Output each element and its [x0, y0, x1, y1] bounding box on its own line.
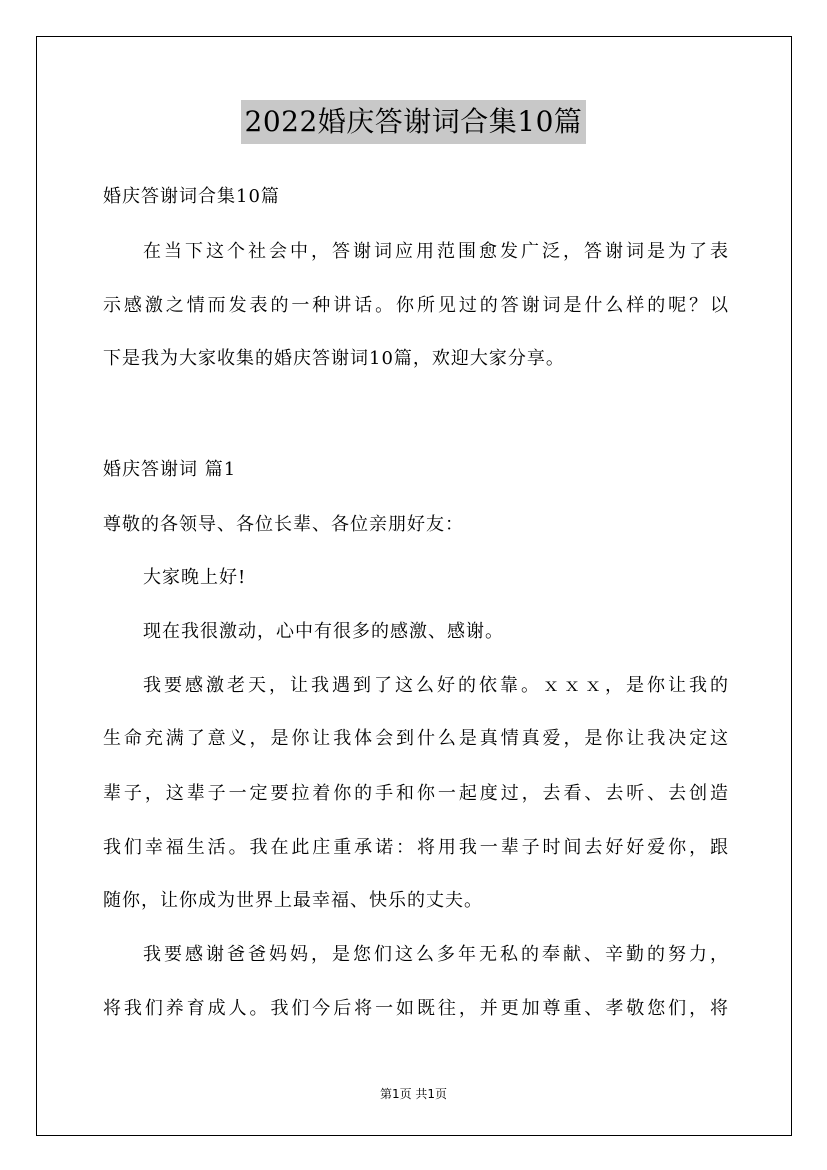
- para-heaven-line-2: 生命充满了意义，是你让我体会到什么是真情真爱，是你让我决定这: [103, 728, 729, 749]
- intro-line-1: 在当下这个社会中，答谢词应用范围愈发广泛，答谢词是为了表: [143, 241, 729, 262]
- document-title: [0, 100, 827, 144]
- page-footer: 第1页 共1页: [379, 1087, 448, 1101]
- para-heaven-line-5: 随你，让你成为世界上最幸福、快乐的丈夫。: [103, 890, 483, 911]
- title-text: 2022婚庆答谢词合集10篇: [241, 100, 587, 144]
- para-parents-line-1: 我要感谢爸爸妈妈，是您们这么多年无私的奉献、辛勤的努力，: [143, 944, 729, 965]
- para-heaven-line-4: 我们幸福生活。我在此庄重承诺：将用我一辈子时间去好好爱你，跟: [103, 837, 729, 858]
- line-excited: 现在我很激动，心中有很多的感激、感谢。: [143, 621, 504, 642]
- subtitle: 婚庆答谢词合集10篇: [103, 186, 280, 207]
- section-heading: 婚庆答谢词 篇1: [103, 459, 237, 480]
- para-parents-line-2: 将我们养育成人。我们今后将一如既往，并更加尊重、孝敬您们，将: [103, 998, 729, 1019]
- intro-line-2: 示感激之情而发表的一种讲话。你所见过的答谢词是什么样的呢？以: [103, 295, 729, 316]
- greeting: 大家晚上好!: [143, 567, 247, 588]
- salutation: 尊敬的各领导、各位长辈、各位亲朋好友：: [103, 514, 464, 535]
- para-heaven-line-3: 辈子，这辈子一定要拉着你的手和你一起度过，去看、去听、去创造: [103, 783, 729, 804]
- intro-line-3: 下是我为大家收集的婚庆答谢词10篇，欢迎大家分享。: [103, 348, 565, 369]
- para-heaven-line-1: 我要感激老天，让我遇到了这么好的依靠。ｘｘｘ，是你让我的: [143, 675, 729, 696]
